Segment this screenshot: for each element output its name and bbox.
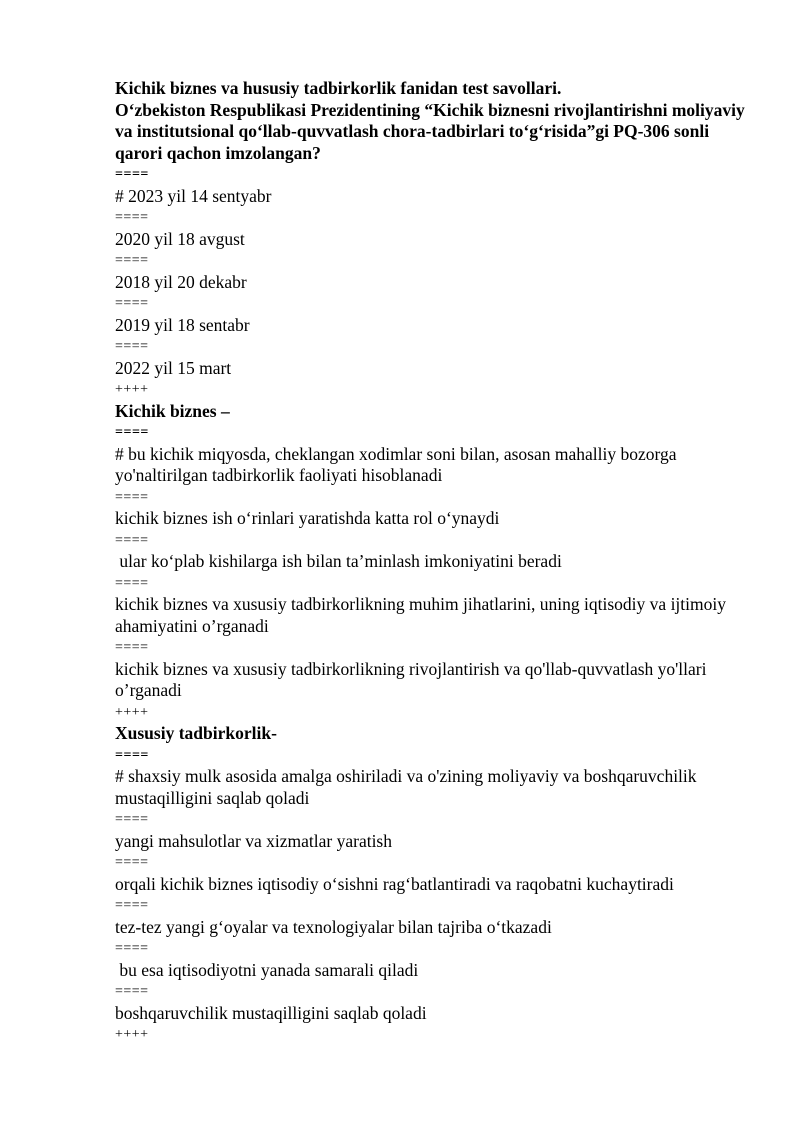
- end-marker: ++++: [115, 704, 149, 720]
- separator: ====: [115, 425, 149, 440]
- answer-option: bu esa iqtisodiyotni yanada samarali qiladi: [115, 959, 419, 980]
- answer-option: orqali kichik biznes iqtisodiy o‘sishni rag‘batlantiradi va raqobatni kuchaytiradi: [115, 873, 674, 894]
- answer-option: boshqaruvchilik mustaqilligini saqlab qoladi: [115, 1002, 427, 1023]
- document-title: Kichik biznes va hususiy tadbirkorlik fanidan test savollari.: [115, 78, 562, 98]
- separator: ====: [115, 855, 149, 870]
- answer-option: # 2023 yil 14 sentyabr: [115, 185, 272, 206]
- answer-option: yangi mahsulotlar va xizmatlar yaratish: [115, 830, 392, 851]
- answer-option: kichik biznes va xususiy tadbirkorlikning rivojlantirish va qo'llab-quvvatlash yo'llari o’rganadi: [115, 658, 711, 700]
- separator: ====: [115, 253, 149, 268]
- answer-option: 2018 yil 20 dekabr: [115, 271, 247, 292]
- separator: ====: [115, 210, 149, 225]
- question-block: [115, 723, 755, 1046]
- end-marker: ++++: [115, 382, 149, 397]
- separator: ====: [115, 747, 149, 763]
- separator: ====: [115, 167, 149, 182]
- separator: ====: [115, 489, 149, 505]
- question-text: O‘zbekiston Respublikasi Prezidentining “Kichik biznesni rivojlantirishni moliyaviy va institutsional qo‘llab-quvvatlash chora-tadbirlari to‘g‘risida”gi PQ-306 sonli qarori qachon imzolangan?: [115, 99, 745, 163]
- question-text: Xususiy tadbirkorlik-: [115, 723, 277, 743]
- document-page: [115, 78, 755, 1046]
- separator: ====: [115, 339, 149, 354]
- separator: ====: [115, 575, 149, 591]
- separator: ====: [115, 296, 149, 311]
- answer-option: 2020 yil 18 avgust: [115, 228, 245, 249]
- answer-option: kichik biznes ish o‘rinlari yaratishda katta rol o‘ynaydi: [115, 508, 500, 528]
- answer-option: kichik biznes va xususiy tadbirkorlikning muhim jihatlarini, uning iqtisodiy va ijtimoiy ahamiyatini o’rganadi: [115, 594, 731, 636]
- answer-option: 2019 yil 18 sentabr: [115, 314, 250, 335]
- answer-option: # bu kichik miqyosda, cheklangan xodimlar soni bilan, asosan mahalliy bozorga yo'naltirilgan tadbirkorlik faoliyati hisoblanadi: [115, 443, 681, 485]
- answer-option: tez-tez yangi g‘oyalar va texnologiyalar bilan tajriba o‘tkazadi: [115, 916, 552, 937]
- separator: ====: [115, 640, 149, 655]
- answer-option: # shaxsiy mulk asosida amalga oshiriladi va o'zining moliyaviy va boshqaruvchilik mustaqilligini saqlab qoladi: [115, 766, 701, 808]
- question-block: [115, 100, 755, 401]
- separator: ====: [115, 898, 149, 913]
- separator: ====: [115, 984, 149, 999]
- answer-option: ular ko‘plab kishilarga ish bilan ta’minlash imkoniyatini beradi: [115, 551, 562, 571]
- separator: ====: [115, 812, 149, 827]
- separator: ====: [115, 532, 149, 548]
- question-text: Kichik biznes –: [115, 400, 230, 421]
- end-marker: ++++: [115, 1027, 149, 1042]
- answer-option: 2022 yil 15 mart: [115, 357, 232, 378]
- question-block: [115, 401, 755, 724]
- separator: ====: [115, 941, 149, 956]
